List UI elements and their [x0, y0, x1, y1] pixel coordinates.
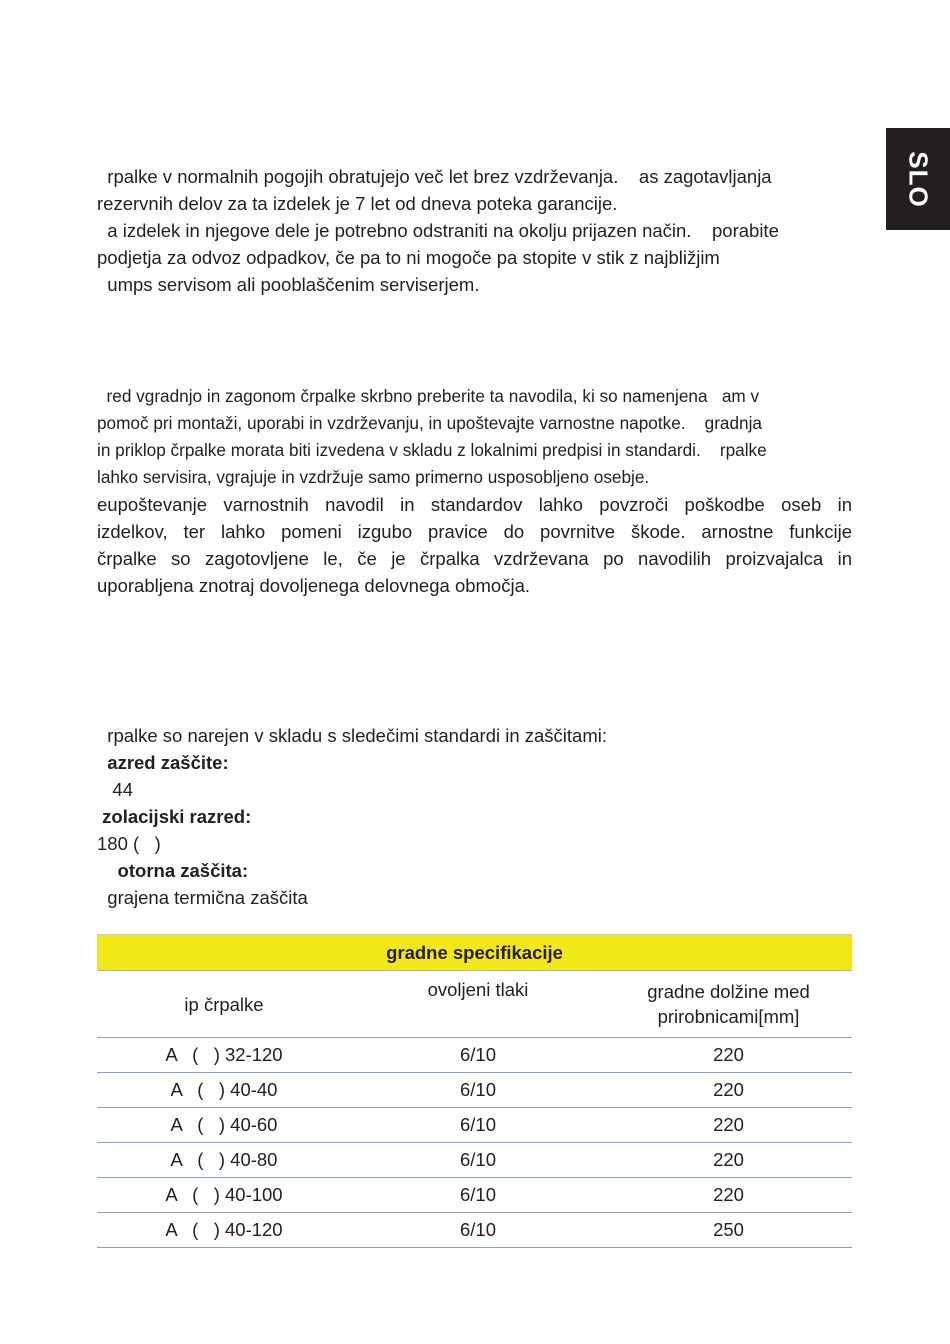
text-line: rezervnih delov za ta izdelek je 7 let od dneva poteka garancije.: [97, 193, 618, 214]
motor-protection-value: grajena termična zaščita: [97, 887, 308, 908]
protection-class-label: azred zaščite:: [97, 752, 229, 773]
text-line: eupoštevanje varnostnih navodil in standardov lahko povzroči poškodbe oseb in: [97, 494, 852, 515]
text-line: pomoč pri montaži, uporabi in vzdrževanju, in upoštevajte varnostne napotke. gradnja: [97, 413, 762, 433]
text-line: umps servisom ali pooblaščenim serviserjem.: [97, 274, 480, 295]
cell-pressure: 6/10: [351, 1143, 605, 1178]
table-row: [97, 1178, 852, 1213]
insulation-class-value: 180 ( ): [97, 833, 161, 854]
spec-table: [97, 934, 852, 1248]
spec-table-header-row: [97, 971, 852, 1038]
table-row: [97, 1108, 852, 1143]
cell-pressure: 6/10: [351, 1073, 605, 1108]
cell-length: 220: [605, 1178, 852, 1213]
cell-length: 250: [605, 1213, 852, 1248]
text-line: izdelkov, ter lahko pomeni izgubo pravice do povrnitve škode. arnostne funkcije: [97, 521, 852, 542]
cell-length: 220: [605, 1143, 852, 1178]
table-row: [97, 1038, 852, 1073]
text-line: črpalke so zagotovljene le, če je črpalka vzdrževana po navodilih proizvajalca in: [97, 548, 852, 569]
cell-pressure: 6/10: [351, 1213, 605, 1248]
header-install-length-line2: prirobnicami[mm]: [657, 1006, 800, 1027]
table-row: [97, 1073, 852, 1108]
table-row: [97, 1213, 852, 1248]
cell-pump-type: A ( ) 40-120: [97, 1213, 351, 1248]
cell-pump-type: A ( ) 40-80: [97, 1143, 351, 1178]
protection-class-value: 44: [97, 779, 133, 800]
text-line: uporabljena znotraj dovoljenega delovnega območja.: [97, 575, 531, 596]
text-line: a izdelek in njegove dele je potrebno odstraniti na okolju prijazen način. porabite: [97, 220, 779, 241]
header-install-length: [605, 971, 852, 1038]
text-line: red vgradnjo in zagonom črpalke skrbno preberite ta navodila, ki so namenjena am v: [97, 386, 760, 406]
cell-pump-type: A ( ) 40-100: [97, 1178, 351, 1213]
cell-length: 220: [605, 1073, 852, 1108]
spec-table-title: gradne specifikacije: [97, 935, 852, 971]
text-line: podjetja za odvoz odpadkov, če pa to ni mogoče pa stopite v stik z najbližjim: [97, 247, 720, 268]
text-line: lahko servisira, vgrajuje in vzdržuje samo primerno usposobljeno osebje.: [97, 467, 650, 487]
maintenance-paragraph: [97, 163, 852, 298]
motor-protection-label: otorna zaščita:: [97, 860, 249, 881]
header-install-length-line1: gradne dolžine med: [647, 981, 810, 1002]
cell-pressure: 6/10: [351, 1038, 605, 1073]
cell-pump-type: A ( ) 40-60: [97, 1108, 351, 1143]
safety-paragraph: [97, 383, 852, 599]
standards-intro: rpalke so narejen v skladu s sledečimi standardi in zaščitami:: [97, 725, 608, 746]
insulation-class-label: zolacijski razred:: [97, 806, 252, 827]
text-line: rpalke v normalnih pogojih obratujejo več let brez vzdrževanja. as zagotavljanja: [97, 166, 772, 187]
cell-length: 220: [605, 1038, 852, 1073]
cell-pump-type: A ( ) 32-120: [97, 1038, 351, 1073]
cell-length: 220: [605, 1108, 852, 1143]
header-allowed-pressure: ovoljeni tlaki: [351, 971, 605, 1038]
language-tab-label: SLO: [903, 150, 934, 208]
header-pump-type: ip črpalke: [97, 971, 351, 1038]
cell-pump-type: A ( ) 40-40: [97, 1073, 351, 1108]
cell-pressure: 6/10: [351, 1178, 605, 1213]
cell-pressure: 6/10: [351, 1108, 605, 1143]
language-tab: [886, 128, 950, 230]
table-row: [97, 1143, 852, 1178]
standards-section: [97, 722, 852, 911]
text-line: in priklop črpalke morata biti izvedena v skladu z lokalnimi predpisi in standardi. rpalke: [97, 440, 767, 460]
